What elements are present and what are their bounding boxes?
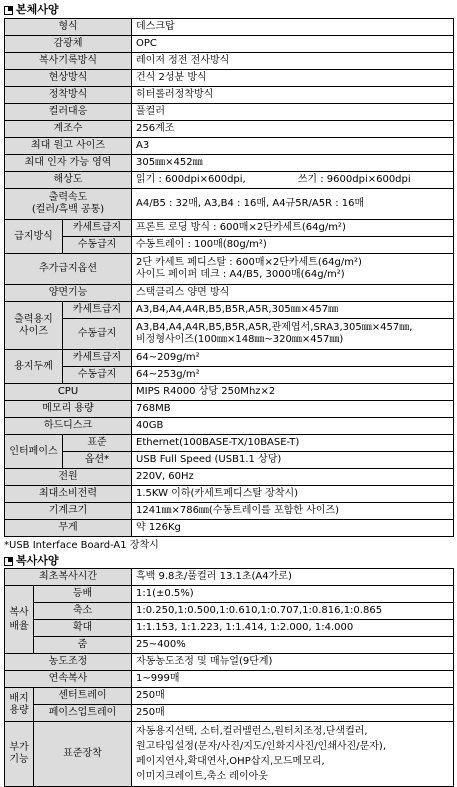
table-row [5,435,454,452]
table-row [5,138,454,155]
table-row [5,220,454,237]
row-value: 건식 2성분 방식 [132,70,454,87]
row-label: 계조수 [5,121,132,138]
row-value [132,254,454,285]
row-label [5,302,63,350]
table-row [5,367,454,384]
row-label [5,688,34,722]
extra-label-line2: 기능 [9,754,29,765]
footnote: *USB Interface Board-A1 장착시 [4,540,159,551]
table-row [5,19,454,36]
row-value: 40GB [132,418,454,435]
std-line4: 이미지크레이트,축소 레이아웃 [136,771,268,782]
row-value: 64~253g/m² [132,367,454,384]
option-line1: 2단 카세트 페디스탈 : 600매×2단카세트(64g/m²) [136,257,362,268]
body-spec-table [4,18,454,537]
row-value: USB Full Speed (USB1.1 상당) [132,452,454,469]
table-row [5,189,454,220]
row-value: 768MB [132,401,454,418]
row-value: 레이저 정전 전사방식 [132,53,454,70]
sub-label: 카세트급지 [63,302,132,319]
outsize-label-line1: 출력용지 [14,313,53,325]
row-value: 250매 [132,688,454,705]
speed-label-line2: (컬러/흑백 공통) [31,204,105,215]
table-row [5,302,454,319]
row-value [132,172,454,189]
section-title-copy-spec [4,554,59,568]
std-line2: 원고타입설정(문자/사진/지도/인화지사진/인쇄사진/문자), [136,741,387,752]
sub-label: 표준 [63,435,132,452]
table-row [5,254,454,285]
row-label: 복사기록방식 [5,53,132,70]
row-value: 1:1(±0.5%) [132,586,454,603]
row-value: 25~400% [132,637,454,654]
sub-label: 카세트급지 [63,350,132,367]
row-value: 데스크탑 [132,19,454,36]
table-row [5,469,454,486]
speed-label-line1: 출력속도 [48,192,88,203]
table-row [5,503,454,520]
table-row [5,688,454,705]
row-label: 급지방식 [5,220,63,254]
extra-label-line1: 부가 [9,742,29,753]
copy-spec-table [4,568,454,787]
row-value: A4/B5 : 32매, A3,B4 : 16매, A4규5R/A5R : 16매 [132,189,454,220]
section-title-text: 본체사양 [16,3,59,16]
sub-label: 등배 [34,586,132,603]
sub-label: 수동급지 [63,319,132,350]
std-line1: 자동용지선택, 소터,컬러밸런스,원터치조정,단색컬러, [136,726,368,737]
table-row [5,452,454,469]
resolution-write: 쓰기 : 9600dpi×600dpi [297,174,411,185]
sub-label: 줌 [34,637,132,654]
row-label: 양면기능 [5,285,132,302]
row-value: A3 [132,138,454,155]
option-line2: 사이드 페이퍼 데크 : A4/B5, 3000매(64g/m²) [136,269,345,280]
table-row [5,104,454,121]
table-row [5,237,454,254]
row-value: OPC [132,36,454,53]
table-row [5,36,454,53]
table-row [5,586,454,603]
output-label-line2: 용량 [9,704,29,716]
row-value: 1.5KW 이하(카세트페디스탈 장착시) [132,486,454,503]
table-row [5,384,454,401]
row-value: 64~209g/m² [132,350,454,367]
row-label: 메모리 용량 [5,401,132,418]
row-value: 히터롤러정착방식 [132,87,454,104]
row-label: 형식 [5,19,132,36]
row-label: 기계크기 [5,503,132,520]
row-value: MIPS R4000 상당 250Mhz×2 [132,384,454,401]
row-value: 256계조 [132,121,454,138]
row-label: 최대소비전력 [5,486,132,503]
row-value: 1241㎜×786㎜(수동트레이를 포함한 사이즈) [132,503,454,520]
sub-label: 확대 [34,620,132,637]
row-label: 정착방식 [5,87,132,104]
row-label: 하드디스크 [5,418,132,435]
row-value: A3,B4,A4,A4R,B5,B5R,A5R,305㎜×457㎜ [132,302,454,319]
row-label: 현상방식 [5,70,132,87]
table-row [5,155,454,172]
sub-label: 축소 [34,603,132,620]
row-value: 1~999매 [132,671,454,688]
row-value: Ethernet(100BASE-TX/10BASE-T) [132,435,454,452]
table-row [5,620,454,637]
outsize-label-line2: 사이즈 [19,325,48,337]
row-value: 1:1.153, 1:1.223, 1:1.414, 1:2.000, 1:4.000 [132,620,454,637]
table-row [5,654,454,671]
row-label: 연속복사 [5,671,132,688]
square-bullet-icon [4,6,13,15]
row-label: 최초복사시간 [5,569,132,586]
sub-label: 페이스업트레이 [34,705,132,722]
row-value: 305㎜×452㎜ [132,155,454,172]
row-label: 추가급지옵션 [5,254,132,285]
row-label [5,722,34,787]
table-row [5,637,454,654]
table-row [5,172,454,189]
row-value: 1:0.250,1:0.500,1:0.610,1:0.707,1:0.816,1:0.865 [132,603,454,620]
table-row [5,486,454,503]
section-title-body-spec [4,3,59,17]
table-row [5,350,454,367]
row-label: CPU [5,384,132,401]
table-row [5,285,454,302]
row-value: 스택클리스 양면 방식 [132,285,454,302]
table-row [5,418,454,435]
table-row [5,705,454,722]
row-label: 감광체 [5,36,132,53]
sub-label: 카세트급지 [63,220,132,237]
table-row [5,319,454,350]
table-row [5,603,454,620]
output-label-line1: 배지 [9,692,29,704]
table-row [5,53,454,70]
sub-label: 수동급지 [63,367,132,384]
outsize-manual-line2: 비정형사이즈(100㎜×148㎜~320㎜×457㎜) [136,334,344,345]
row-label: 복사배율 [5,586,34,654]
row-value [132,722,454,787]
row-label: 용지두께 [5,350,63,384]
row-value: 흑백 9.8초/풀컬러 13.1초(A4가로) [132,569,454,586]
row-value [132,319,454,350]
table-row [5,401,454,418]
outsize-manual-line1: A3,B4,A4,A4R,B5,B5R,A5R,관제엽서,SRA3,305㎜×457㎜, [136,322,413,333]
row-value: 250매 [132,705,454,722]
row-label: 무게 [5,520,132,537]
resolution-read: 읽기 : 600dpi×600dpi, [136,174,246,185]
row-label: 전원 [5,469,132,486]
sub-label: 수동급지 [63,237,132,254]
row-value: 풀컬러 [132,104,454,121]
row-label: 컬러대응 [5,104,132,121]
section-title-text: 복사사양 [16,554,59,567]
sub-label: 표준장착 [34,722,132,787]
row-value: 프론트 로딩 방식 : 600매×2단카세트(64g/m²) [132,220,454,237]
square-bullet-icon [4,557,13,566]
table-row [5,70,454,87]
row-label: 최대 인자 가능 영역 [5,155,132,172]
std-line3: 페이지연사,확대연사,OHP삽지,모드메모리, [136,756,325,767]
sub-label: 옵션* [63,452,132,469]
row-label: 인터페이스 [5,435,63,469]
row-value: 약 126Kg [132,520,454,537]
sub-label: 센터트레이 [34,688,132,705]
row-label: 최대 원고 사이즈 [5,138,132,155]
row-label: 해상도 [5,172,132,189]
row-label [5,189,132,220]
row-value: 자동농도조정 및 매뉴얼(9단계) [132,654,454,671]
table-row [5,520,454,537]
table-row [5,87,454,104]
table-row [5,569,454,586]
row-value: 220V, 60Hz [132,469,454,486]
table-row [5,121,454,138]
row-value: 수동트레이 : 100매(80g/m²) [132,237,454,254]
table-row [5,722,454,787]
row-label: 농도조정 [5,654,132,671]
table-row [5,671,454,688]
